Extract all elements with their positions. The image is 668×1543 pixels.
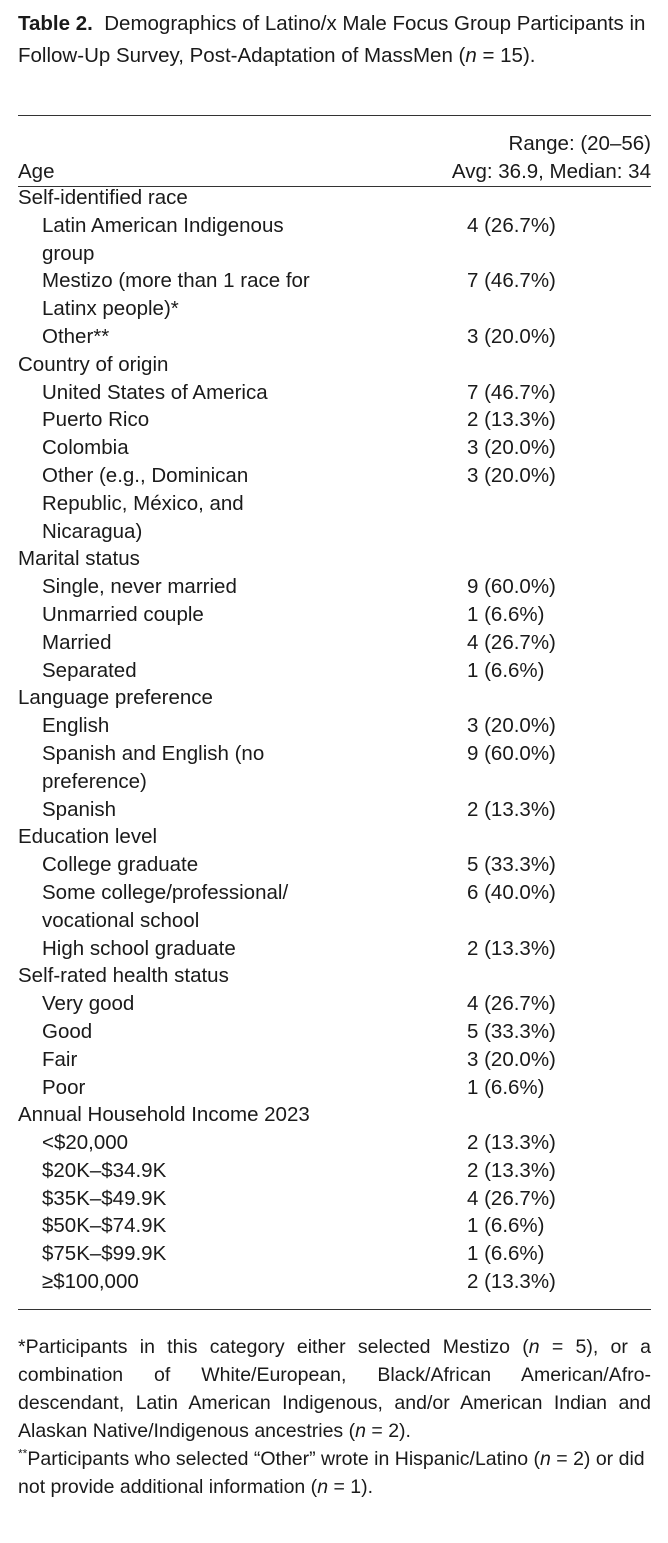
row-label: Fair (42, 1047, 78, 1071)
table-row (18, 1074, 651, 1102)
row-value: 3 (20.0%) (467, 324, 556, 348)
row-value: 2 (13.3%) (467, 1131, 556, 1155)
table-row (18, 935, 651, 963)
row-value: 1 (6.6%) (467, 602, 545, 626)
row-value (467, 545, 651, 573)
table-row (18, 712, 651, 740)
table-row (18, 740, 651, 796)
category-label: Self-identified race (18, 186, 188, 209)
row-label: Separated (42, 658, 137, 682)
row-value: 6 (40.0%) (467, 880, 556, 904)
row-label: Colombia (42, 436, 129, 460)
n-symbol: n (528, 1336, 540, 1358)
row-label: $75K–$99.9K (42, 1242, 167, 1266)
table-row (18, 406, 651, 434)
row-value: 5 (33.3%) (467, 853, 556, 877)
table-row (18, 323, 651, 351)
table-row (18, 601, 651, 629)
row-label: Puerto Rico (42, 408, 150, 432)
table-row (18, 573, 651, 601)
age-range: Range: (20–56) (508, 132, 651, 155)
row-label: Some college/professional/ vocational school (42, 880, 289, 932)
n-symbol: n (465, 44, 477, 67)
table-row (18, 990, 651, 1018)
n-symbol: n (355, 1420, 366, 1442)
footnote-text: = 1). (328, 1476, 374, 1498)
footnotes (18, 1333, 651, 1501)
footnote-text: = 2). (365, 1420, 411, 1442)
row-label: Other (e.g., Dominican Republic, México, and Nicaragua) (42, 463, 249, 543)
row-value: 2 (13.3%) (467, 797, 556, 821)
row-value: 1 (6.6%) (467, 1214, 545, 1238)
table-row (18, 629, 651, 657)
table-row (18, 1129, 651, 1157)
footnote-text: = 5), or a combination of White/European, Black/African American/Afro-descendant, Latin American Indigenous, and/or American Indian and Alaskan Native/Indigenous ancestries ( (18, 1336, 652, 1442)
row-value: 3 (20.0%) (467, 463, 556, 487)
table-row (18, 1185, 651, 1213)
row-label: Other** (42, 324, 110, 348)
row-label: $35K–$49.9K (42, 1186, 167, 1210)
row-value (467, 351, 651, 379)
footnote-1 (18, 1333, 651, 1445)
row-label: Good (42, 1019, 93, 1043)
top-rule (18, 115, 651, 116)
row-label: High school graduate (42, 936, 236, 960)
row-value: 1 (6.6%) (467, 1075, 545, 1099)
row-label: <$20,000 (42, 1131, 129, 1155)
age-avg-median: Avg: 36.9, Median: 34 (451, 160, 651, 183)
category-row (18, 351, 651, 379)
row-value: 1 (6.6%) (467, 658, 545, 682)
row-value: 4 (26.7%) (467, 992, 556, 1016)
row-value: 4 (26.7%) (467, 1186, 556, 1210)
row-label: Spanish (42, 797, 117, 821)
header-age-stats (452, 130, 651, 186)
row-value: 9 (60.0%) (467, 741, 556, 765)
row-value (467, 962, 651, 990)
category-row (18, 184, 651, 212)
row-value: 9 (60.0%) (467, 575, 556, 599)
row-label: $50K–$74.9K (42, 1214, 167, 1238)
row-value (467, 1101, 651, 1129)
row-label: United States of America (42, 380, 268, 404)
row-label: College graduate (42, 853, 199, 877)
table-caption (18, 8, 658, 72)
category-label: Language preference (18, 686, 213, 710)
table-row (18, 1018, 651, 1046)
footnote-2 (18, 1445, 651, 1501)
row-value: 2 (13.3%) (467, 408, 556, 432)
table-row (18, 379, 651, 407)
table-row (18, 462, 651, 545)
row-label: $20K–$34.9K (42, 1158, 167, 1182)
row-value: 3 (20.0%) (467, 436, 556, 460)
row-label: Unmarried couple (42, 602, 204, 626)
category-label: Marital status (18, 547, 140, 571)
table-row (18, 657, 651, 685)
row-value (467, 823, 651, 851)
table-row (18, 1268, 651, 1296)
category-row (18, 1101, 651, 1129)
header-age: Age (18, 160, 55, 183)
table-row (18, 434, 651, 462)
row-value: 2 (13.3%) (467, 1270, 556, 1294)
footnote-text: *Participants in this category either selected Mestizo ( (18, 1336, 529, 1358)
table-row (18, 879, 651, 935)
row-value (467, 184, 651, 212)
row-value: 2 (13.3%) (467, 936, 556, 960)
row-value (467, 684, 651, 712)
row-label: English (42, 714, 110, 738)
category-row (18, 545, 651, 573)
category-row (18, 962, 651, 990)
table-row (18, 1046, 651, 1074)
footnote-mark: ** (18, 1446, 28, 1461)
category-label: Annual Household Income 2023 (18, 1103, 310, 1127)
table-label: Table 2. (18, 12, 93, 35)
row-value: 4 (26.7%) (467, 213, 556, 237)
row-label: Latin American Indigenous group (42, 213, 284, 265)
n-symbol: n (317, 1476, 329, 1498)
table-title: Demographics of Latino/x Male Focus Group Participants in Follow-Up Survey, Post-Adaptation of MassMen ( (18, 12, 646, 67)
category-row (18, 823, 651, 851)
footnote-text: Participants who selected “Other” wrote in Hispanic/Latino ( (27, 1448, 540, 1470)
row-label: Married (42, 630, 112, 654)
row-value: 2 (13.3%) (467, 1158, 556, 1182)
n-symbol: n (540, 1448, 551, 1470)
row-value: 1 (6.6%) (467, 1242, 545, 1266)
row-value: 7 (46.7%) (467, 380, 556, 404)
row-value: 3 (20.0%) (467, 1047, 556, 1071)
row-value: 5 (33.3%) (467, 1019, 556, 1043)
category-label: Self-rated health status (18, 964, 229, 988)
footnote-text: = 2) or did not provide additional information ( (18, 1448, 645, 1498)
row-label: ≥$100,000 (42, 1270, 139, 1294)
row-label: Single, never married (42, 575, 237, 599)
bottom-rule (18, 1309, 651, 1310)
table-title-tail: = 15). (476, 44, 536, 67)
table-row (18, 851, 651, 879)
table-row (18, 1157, 651, 1185)
row-label: Poor (42, 1075, 86, 1099)
category-label: Country of origin (18, 352, 169, 376)
table-row (18, 796, 651, 824)
table-row (18, 1212, 651, 1240)
row-value: 7 (46.7%) (467, 269, 556, 293)
category-label: Education level (18, 825, 158, 849)
table-row (18, 267, 651, 323)
row-label: Mestizo (more than 1 race for Latinx people)* (42, 269, 310, 321)
row-label: Spanish and English (no preference) (42, 741, 265, 793)
row-value: 3 (20.0%) (467, 714, 556, 738)
row-label: Very good (42, 992, 135, 1016)
row-value: 4 (26.7%) (467, 630, 556, 654)
category-row (18, 684, 651, 712)
table-row (18, 212, 651, 268)
table-body (18, 184, 651, 1296)
table-row (18, 1240, 651, 1268)
